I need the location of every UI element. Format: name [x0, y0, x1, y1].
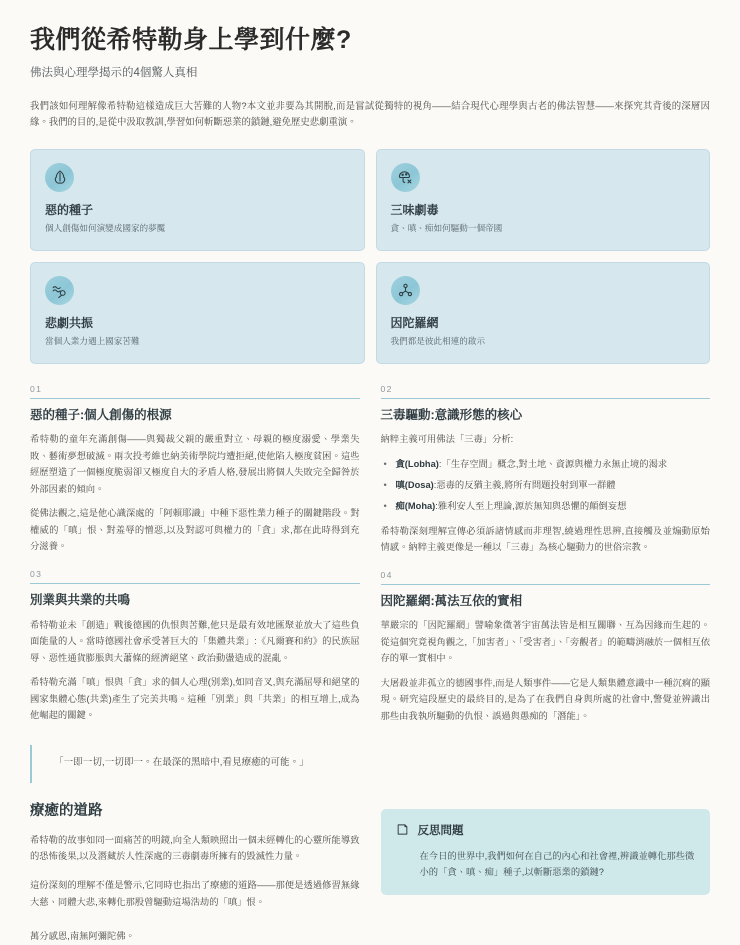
section-paragraph: 希特勒並未「創造」戰後德國的仇恨與苦難,他只是最有效地匯聚並放大了這些負面能量的人。當時德國社會承受著巨大的「集體共業」:《凡爾賽和約》的民族屈辱、惡性通貨膨脹與大蕭條的經濟絕望、政治動盪造成的混亂。	[30, 619, 360, 663]
footer-area	[30, 803, 710, 945]
note-icon	[396, 823, 409, 836]
poison-text: :雅利安人至上理論,源於無知與恐懼的顛倒妄想	[435, 501, 627, 512]
footer-heading: 療癒的道路	[30, 802, 103, 819]
section-paragraph: 希特勒的童年充滿創傷——與獨裁父親的嚴重對立、母親的極度溺愛、學業失敗、藝術夢想破滅。兩次投考維也納美術學院均遭拒絕,使他陷入極度貧困。這些經歷塑造了一個極度脆弱卻又極度自大的矛盾人格,發展出將個人失敗完全歸咎於外部因素的傾向。	[30, 434, 360, 494]
section-heading: 惡的種子:個人創傷的根源	[30, 407, 172, 422]
article-column-right	[381, 384, 711, 739]
healing-path-block	[30, 803, 360, 945]
network-nodes-icon	[391, 276, 420, 305]
article-columns	[30, 384, 710, 739]
pull-quote: 「一即一切,一切即一。在最深的黑暗中,看見療癒的可能。」	[30, 745, 710, 783]
section-02	[381, 384, 711, 556]
card-title: 悲劇共振	[45, 315, 94, 330]
waves-resonance-icon	[45, 276, 74, 305]
highlight-card-indra-net[interactable]	[376, 262, 711, 364]
list-item	[381, 456, 711, 472]
highlight-card-grid	[30, 149, 710, 364]
poison-term: 貪(Lobha)	[395, 458, 439, 469]
section-number: 01	[30, 384, 360, 399]
section-paragraph: 從佛法觀之,這是他心識深處的「阿賴耶識」中種下惡性業力種子的關鍵階段。對權威的「嗔」恨、對羞辱的憎惡,以及對認可與權力的「貪」求,都在此時得到充分滋養。	[30, 508, 360, 552]
poison-term: 痴(Moha)	[395, 501, 436, 512]
highlight-card-three-poisons[interactable]	[376, 149, 711, 251]
section-paragraph: 華嚴宗的「因陀羅網」譬喻象徵著宇宙萬法皆是相互關聯、互為因緣而生起的。從這個究竟視角觀之,「加害者」、「受害者」、「旁觀者」的範疇消融於一個相互依存的單一實相中。	[380, 620, 710, 664]
reflection-question-box	[381, 809, 711, 896]
section-paragraph: 希特勒深刻理解宣傳必須訴諸情感而非理智,繞過理性思辨,直接觸及並煽動原始情感。納粹主義更像是一種以「三毒」為核心驅動力的世俗宗教。	[380, 525, 710, 553]
card-description: 個人創傷如何演變成國家的夢魘	[45, 222, 166, 233]
highlight-card-seed[interactable]	[30, 149, 365, 251]
page-subtitle: 佛法與心理學揭示的4個驚人真相	[30, 66, 198, 79]
intro-paragraph: 我們該如何理解像希特勒這樣造成巨大苦難的人物?本文並非要為其開脫,而是嘗試從獨特的視角——結合現代心理學與古老的佛法智慧——來探究其背後的深層因緣。我們的目的,是從中汲取教訓,學習如何斬斷惡業的鎖鏈,避免歷史悲劇重演。	[30, 99, 710, 128]
three-poisons-list	[381, 456, 711, 515]
mushroom-poison-icon	[391, 163, 420, 192]
card-title: 三味劇毒	[390, 202, 439, 217]
list-item	[381, 498, 711, 514]
section-number: 03	[30, 569, 360, 584]
poison-term: 嗔(Dosa)	[395, 480, 434, 490]
card-title: 因陀羅網	[390, 315, 439, 330]
section-number: 04	[381, 570, 711, 585]
section-paragraph: 希特勒充滿「嗔」恨與「貪」求的個人心理(別業),如同音叉,與充滿屈辱和絕望的國家集體心態(共業)產生了完美共鳴。這種「別業」與「共業」的相互增上,成為他崛起的關鍵。	[30, 677, 360, 721]
page-title: 我們從希特勒身上學到什麼?	[30, 26, 352, 54]
highlight-card-resonance[interactable]	[30, 262, 365, 364]
footer-paragraph: 希特勒的故事如同一面痛苦的明鏡,向全人類映照出一個未經轉化的心靈所能導致的恐怖後果,以及潛藏於人性深處的三毒劇毒所擁有的毀滅性力量。	[30, 834, 360, 862]
section-03	[30, 569, 360, 724]
section-heading: 因陀羅網:萬法互依的實相	[380, 593, 523, 608]
card-description: 貪、嗔、痴如何驅動一個帝國	[390, 222, 503, 233]
section-heading: 別業與共業的共鳴	[30, 593, 131, 608]
article-column-left	[30, 384, 360, 739]
card-title: 惡的種子	[45, 202, 94, 217]
section-lead: 納粹主義可用佛法「三毒」分析:	[380, 434, 514, 445]
section-04	[381, 570, 711, 725]
footer-signoff: 萬分感恩,南無阿彌陀佛。	[30, 931, 135, 942]
seed-icon	[45, 163, 74, 192]
section-number: 02	[381, 384, 711, 399]
section-heading: 三毒驅動:意識形態的核心	[380, 407, 523, 422]
poison-text: :「生存空間」概念,對土地、資源與權力永無止境的渴求	[438, 458, 668, 469]
reflection-title: 反思問題	[417, 824, 464, 837]
poison-text: :惡毒的反猶主義,將所有問題投射到單一群體	[433, 480, 616, 490]
reflection-column	[381, 803, 711, 896]
card-description: 當個人業力遇上國家苦難	[45, 335, 140, 346]
reflection-body: 在今日的世界中,我們如何在自己的內心和社會裡,辨識並轉化那些微小的「貪、嗔、痴」種子,以斬斷惡業的鎖鏈?	[419, 850, 695, 877]
card-description: 我們都是彼此相連的啟示	[390, 335, 486, 346]
section-paragraph: 大屠殺並非孤立的德國事件,而是人類事件——它是人類集體意識中一種沉痾的顯現。研究這段歷史的最終目的,是為了在我們自身與所處的社會中,警覺並辨識出那些由我執所驅動的仇恨、誤過與愚痴的「潛能」。	[380, 677, 710, 721]
list-item	[381, 477, 711, 493]
reflection-header	[396, 822, 696, 838]
section-01	[30, 384, 360, 555]
footer-paragraph: 這份深刻的理解不僅是警示,它同時也指出了療癒的道路——那便是透過修習無緣大慈、同體大悲,來轉化那股曾驅動這場浩劫的「嗔」恨。	[30, 880, 360, 907]
